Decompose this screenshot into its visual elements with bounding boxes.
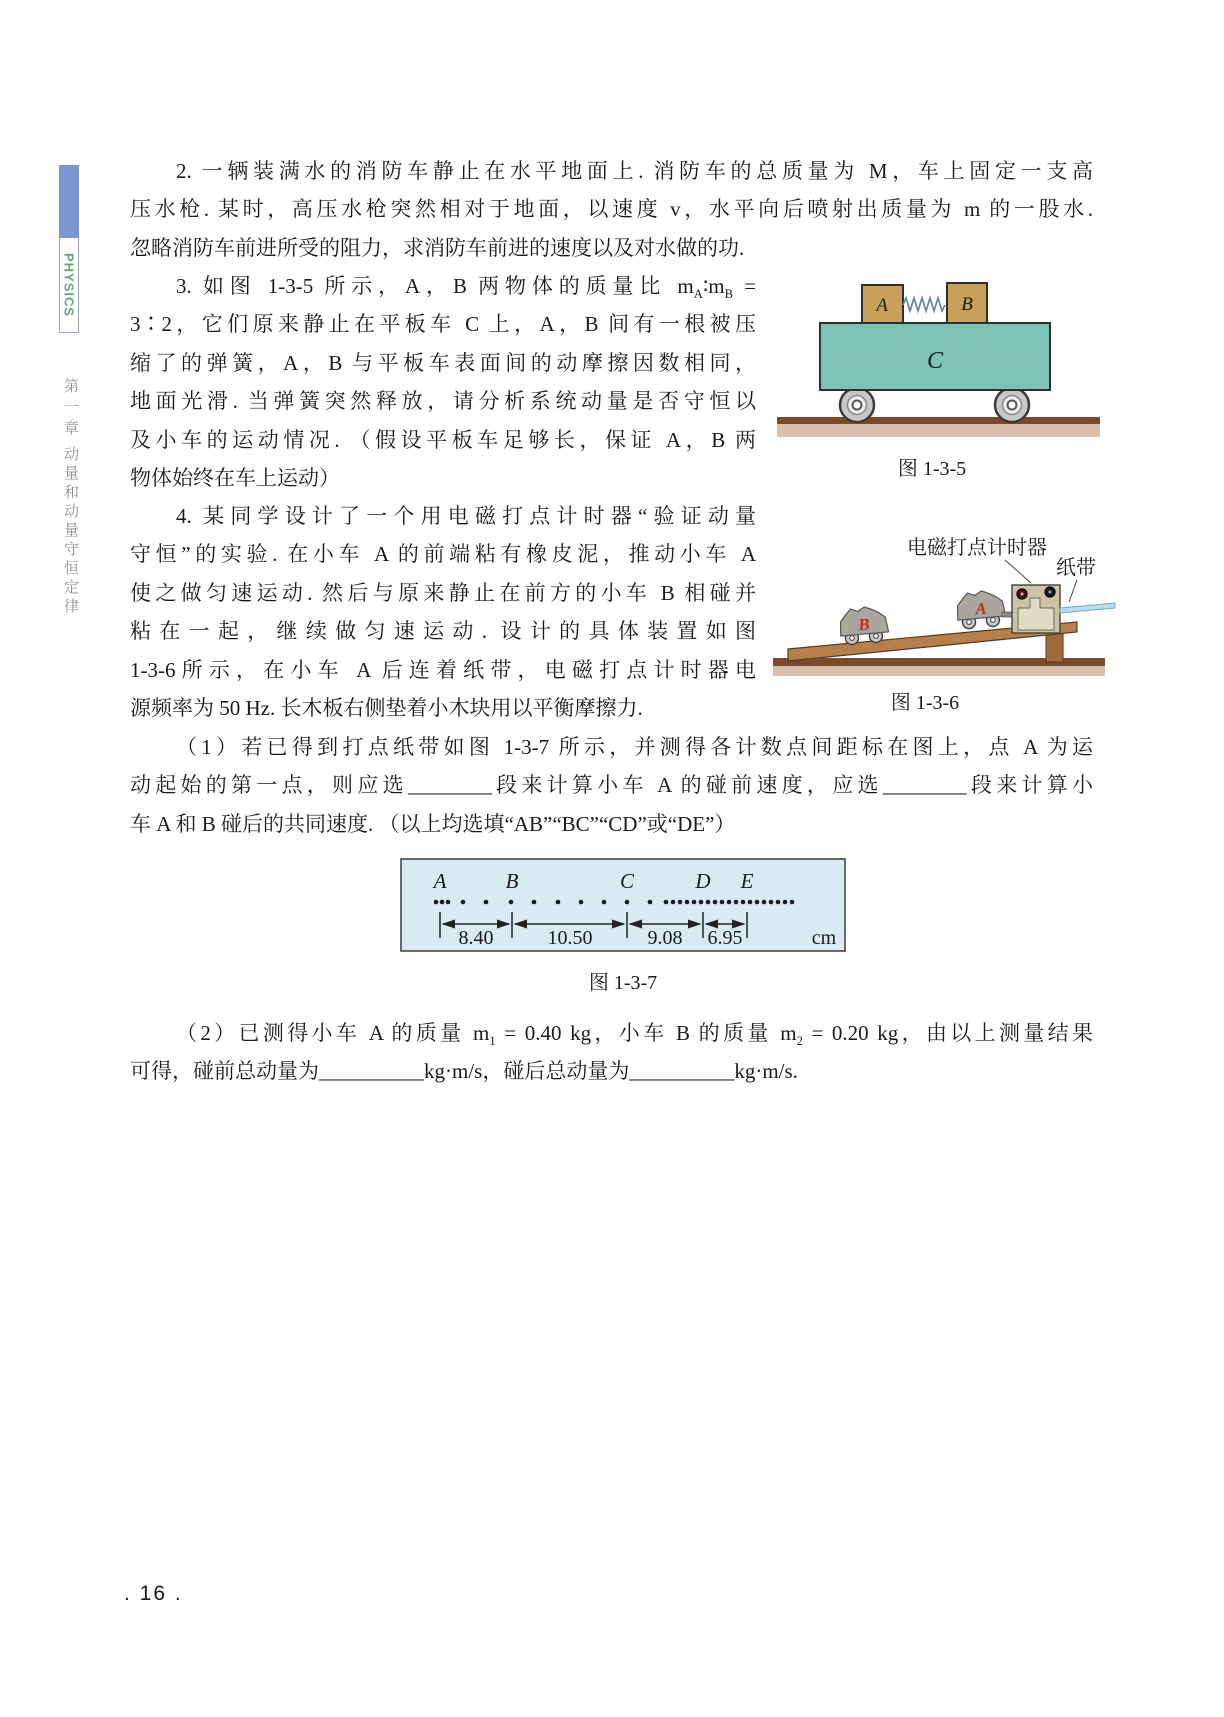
text-line: （2）已测得小车 A 的质量 $m_1 = 0.40$ kg，小车 B 的质量 $m_2 = 0.20$ kg，由以上测量结果 (176, 1021, 1093, 1049)
tape-point-label: A (433, 869, 447, 893)
tape-label: 纸带 (1056, 557, 1096, 579)
tape-point-label: C (619, 869, 635, 893)
text-line: 车 A 和 B 碰后的共同速度. （以上均选填“AB”“BC”“CD”或“DE”） (130, 811, 736, 836)
tape-pointer-line (1069, 580, 1077, 602)
figure-caption: 图 1-3-5 (897, 458, 967, 480)
wheel-hub (850, 636, 855, 641)
tape-point-label: B (505, 869, 519, 893)
cart-b-label: B (857, 614, 871, 635)
physics-badge (59, 238, 79, 333)
text-line: 粘在一起，继续做匀速运动. 设计的具体装置如图 (130, 619, 756, 644)
text-line: 地面光滑. 当弹簧突然释放，请分析系统动量是否守恒以 (130, 389, 756, 414)
block-b-label: B (961, 294, 973, 315)
text-line: 及小车的运动情况. （假设平板车足够长，保证 A，B 两 (130, 427, 756, 452)
question-1 (130, 728, 1093, 843)
text-line: 物体始终在车上运动） (130, 465, 340, 490)
text-line: 压水枪. 某时，高压水枪突然相对于地面，以速度 v，水平向后喷射出质量为 m 的一股水. (130, 197, 1093, 222)
cart-a (955, 589, 1006, 630)
text-line: 3. 如图 1-3-5 所示，A，B 两物体的质量比 $m_A∶m_B$ = (176, 274, 756, 302)
text-line: 4. 某同学设计了一个用电磁打点计时器“验证动量 (176, 504, 756, 528)
tape-point-label: E (740, 869, 754, 893)
ground-dark (777, 417, 1100, 424)
text-line: 2. 一辆装满水的消防车静止在水平地面上. 消防车的总质量为 M，车上固定一支高 (176, 159, 1093, 183)
wheel-hub (1008, 401, 1017, 410)
sidebar-blue-block (59, 165, 79, 238)
wheel-hub (873, 634, 878, 639)
wheel-hub (853, 401, 862, 410)
distance-label: 10.50 (547, 927, 593, 949)
paper-tape (1060, 603, 1115, 613)
page-number: . 16 . (124, 1582, 183, 1605)
timer-pointer-line (1005, 560, 1031, 583)
ground-light (773, 666, 1105, 676)
figure-1-3-7-tape (400, 858, 846, 952)
chapter-number: 第一章 (62, 378, 78, 441)
physics-label: PHYSICS (61, 252, 77, 318)
block-a-label: A (876, 295, 888, 316)
figure-1-3-5 (700, 250, 1100, 450)
text-line: 3∶2，它们原来静止在平板车 C 上，A，B 间有一根被压 (130, 312, 756, 337)
text-line: 1-3-6所示，在小车 A 后连着纸带，电磁打点计时器电 (130, 657, 756, 682)
sidebar-badge (59, 165, 79, 332)
text-line-with-blanks: 动起始的第一点，则应选________段来计算小车 A 的碰前速度，应选________段来计算小 (130, 773, 1093, 798)
timer-label: 电磁打点计时器 (907, 537, 1047, 559)
cart-b (838, 605, 889, 646)
problem-4 (130, 497, 756, 727)
question-2 (130, 1014, 1093, 1091)
spring (903, 298, 945, 311)
distance-label: 6.95 (707, 927, 743, 949)
text-line: 忽略消防车前进所受的阻力，求消防车前进的速度以及对水做的功. (130, 235, 745, 260)
distance-label: 8.40 (458, 927, 494, 949)
figure-caption: 图 1-3-7 (588, 972, 658, 994)
problem-3 (130, 267, 756, 497)
text-line: 缩了的弹簧，A，B 与平板车表面间的动摩擦因数相同， (130, 350, 756, 375)
ground-light (777, 424, 1100, 437)
cart-a-label: A (974, 598, 988, 619)
wheel-hub (967, 620, 972, 625)
tape-point-label: D (695, 869, 711, 893)
terminal-dot (1048, 590, 1051, 593)
support-block (1046, 633, 1063, 662)
cart-c-label: C (926, 348, 944, 374)
text-line: 守恒”的实验. 在小车 A 的前端粘有橡皮泥，推动小车 A (130, 542, 756, 567)
wheel-hub (990, 618, 995, 623)
unit-label: cm (811, 927, 837, 949)
figure-caption: 图 1-3-6 (890, 692, 960, 714)
terminal-dot (1020, 592, 1023, 595)
text-line: 源频率为 50 Hz. 长木板右侧垫着小木块用以平衡摩擦力. (130, 695, 643, 720)
distance-label: 9.08 (647, 927, 683, 949)
text-line: （1）若已得到打点纸带如图 1-3-7 所示，并测得各计数点间距标在图上，点 A 为运 (176, 735, 1093, 759)
text-line-with-blanks: 可得，碰前总动量为__________kg·m/s，碰后总动量为__________kg·m/s. (130, 1059, 798, 1084)
text-line: 使之做匀速运动. 然后与原来静止在前方的小车 B 相碰并 (130, 580, 756, 605)
chapter-title: 动量和动量守恒定律 (62, 446, 78, 617)
timer-device (1012, 585, 1060, 633)
